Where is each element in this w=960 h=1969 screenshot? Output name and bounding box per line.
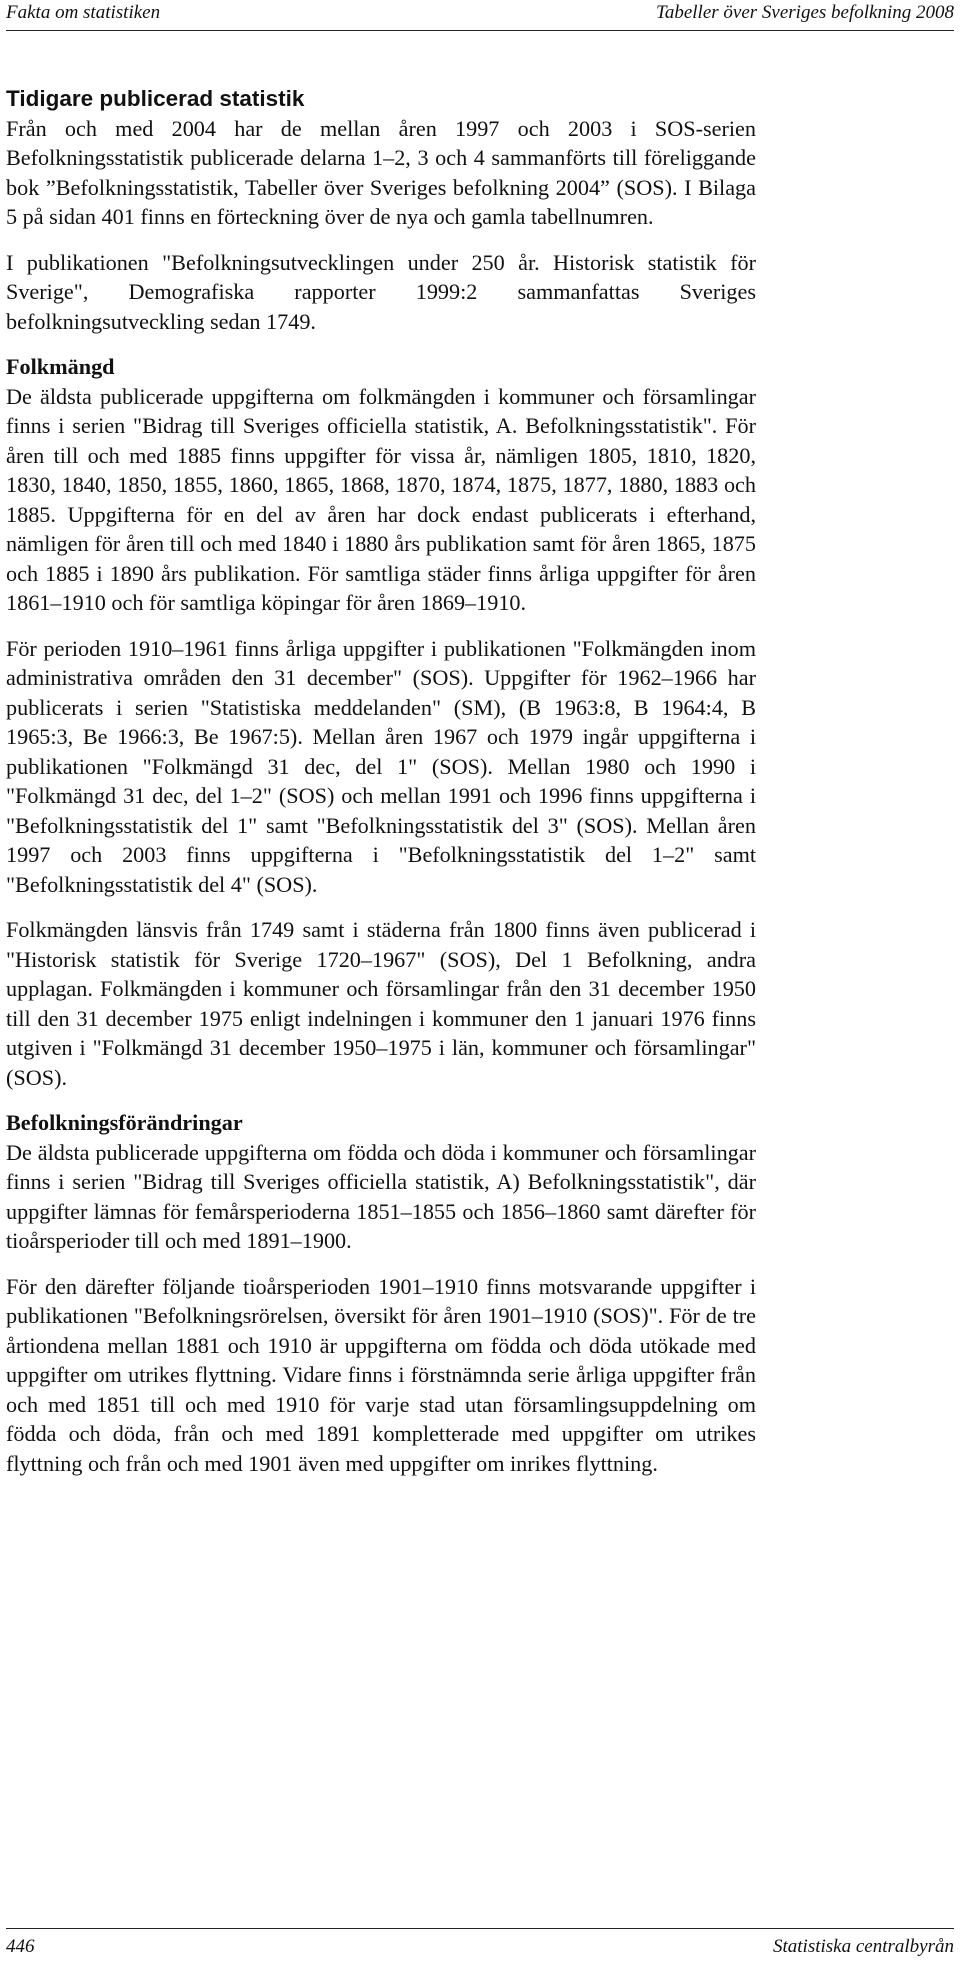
running-header bbox=[6, 0, 954, 28]
heading-folkmangd: Folkmängd bbox=[6, 354, 115, 379]
paragraph-earlier-publications: Från och med 2004 har de mellan åren 1997 och 2003 i SOS-serien Befolkningsstatistik publicerade delarna 1–2, 3 och 4 sammanförts till föreliggande bok ”Befolkningsstatistik, Tabeller över Sveriges befolkning 2004” (SOS). I Bilaga 5 på sidan 401 finns en förteckning över de nya och gamla tabellnumren. bbox=[6, 115, 756, 229]
header-book-title: Tabeller över Sveriges befolkning 2008 bbox=[656, 2, 954, 23]
paragraph-250-years-report: I publikationen "Befolkningsutvecklingen under 250 år. Historisk statistik för Sverige", Demografiska rapporter 1999:2 sammanfattas Sveriges befolkningsutveckling sedan 1749. bbox=[6, 249, 756, 334]
paragraph-befolkningsforandringar-2: För den därefter följande tioårsperioden 1901–1910 finns motsvarande uppgifter i publikationen "Befolkningsrörelsen, översikt för åren 1901–1910 (SOS)". För de tre årtiondena mellan 1881 och 1910 är uppgifterna om födda och döda utökade med uppgifter om utrikes flyttning. Vidare finns i förstnämnda serie årliga uppgifter från och med 1851 till och med 1910 för varje stad utan församlingsuppdelning om födda och döda, från och med 1891 kompletterade med uppgifter om utrikes flyttning och från och med 1901 även med uppgifter om inrikes flyttning. bbox=[6, 1273, 756, 1476]
header-publication-series: Fakta om statistiken bbox=[6, 2, 161, 23]
page-footer bbox=[6, 1934, 954, 1964]
section-title: Tidigare publicerad statistik bbox=[6, 86, 305, 111]
publisher-name: Statistiska centralbyrån bbox=[772, 1936, 954, 1957]
paragraph-befolkningsforandringar-1: De äldsta publicerade uppgifterna om födda och döda i kommuner och församlingar finns i serien "Bidrag till Sveriges officiella statistik, A) Befolkningsstatistik", där uppgifter lämnas för femårsperioderna 1851–1855 och 1856–1860 samt därefter för tioårsperioder till och med 1891–1900. bbox=[6, 1139, 756, 1253]
header-rule bbox=[6, 30, 954, 31]
paragraph-folkmangd-3: Folkmängden länsvis från 1749 samt i städerna från 1800 finns även publicerad i "Historisk statistik för Sverige 1720–1967" (SOS), Del 1 Befolkning, andra upplagan. Folkmängden i kommuner och församlingar från den 31 december 1950 till den 31 december 1975 enligt indelningen i kommuner den 1 januari 1976 finns utgiven i "Folkmängd 31 december 1950–1975 i län, kommuner och församlingar" (SOS). bbox=[6, 917, 756, 1090]
page-body bbox=[6, 84, 756, 1494]
heading-befolkningsforandringar: Befolkningsförändringar bbox=[6, 1110, 243, 1135]
paragraph-folkmangd-2: För perioden 1910–1961 finns årliga uppgifter i publikationen "Folkmängden inom administrativa områden den 31 december" (SOS). Uppgifter för 1962–1966 har publicerats i serien "Statistiska meddelanden" (SM), (B 1963:8, B 1964:4, B 1965:3, Be 1966:3, Be 1967:5). Mellan åren 1967 och 1979 ingår uppgifterna i publikationen "Folkmängd 31 dec, del 1" (SOS). Mellan 1980 och 1990 i "Folkmängd 31 dec, del 1–2" (SOS) och mellan 1991 och 1996 finns uppgifterna i "Befolkningsstatistik del 1" samt "Befolkningsstatistik del 3" (SOS). Mellan åren 1997 och 2003 finns uppgifterna i "Befolkningsstatistik del 1–2" samt "Befolkningsstatistik del 4" (SOS). bbox=[6, 635, 756, 897]
footer-rule bbox=[6, 1928, 954, 1929]
page-number: 446 bbox=[6, 1936, 35, 1957]
paragraph-folkmangd-1: De äldsta publicerade uppgifterna om folkmängden i kommuner och församlingar finns i serien "Bidrag till Sveriges officiella statistik, A. Befolkningsstatistik". För åren till och med 1885 finns uppgifter för vissa år, nämligen 1805, 1810, 1820, 1830, 1840, 1850, 1855, 1860, 1865, 1868, 1870, 1874, 1875, 1877, 1880, 1883 och 1885. Uppgifterna för en del av åren har dock endast publicerats i efterhand, nämligen för åren till och med 1840 i 1880 års publikation samt för åren 1865, 1875 och 1885 i 1890 års publikation. För samtliga städer finns årliga uppgifter för åren 1861–1910 och för samtliga köpingar för åren 1869–1910. bbox=[6, 383, 756, 615]
